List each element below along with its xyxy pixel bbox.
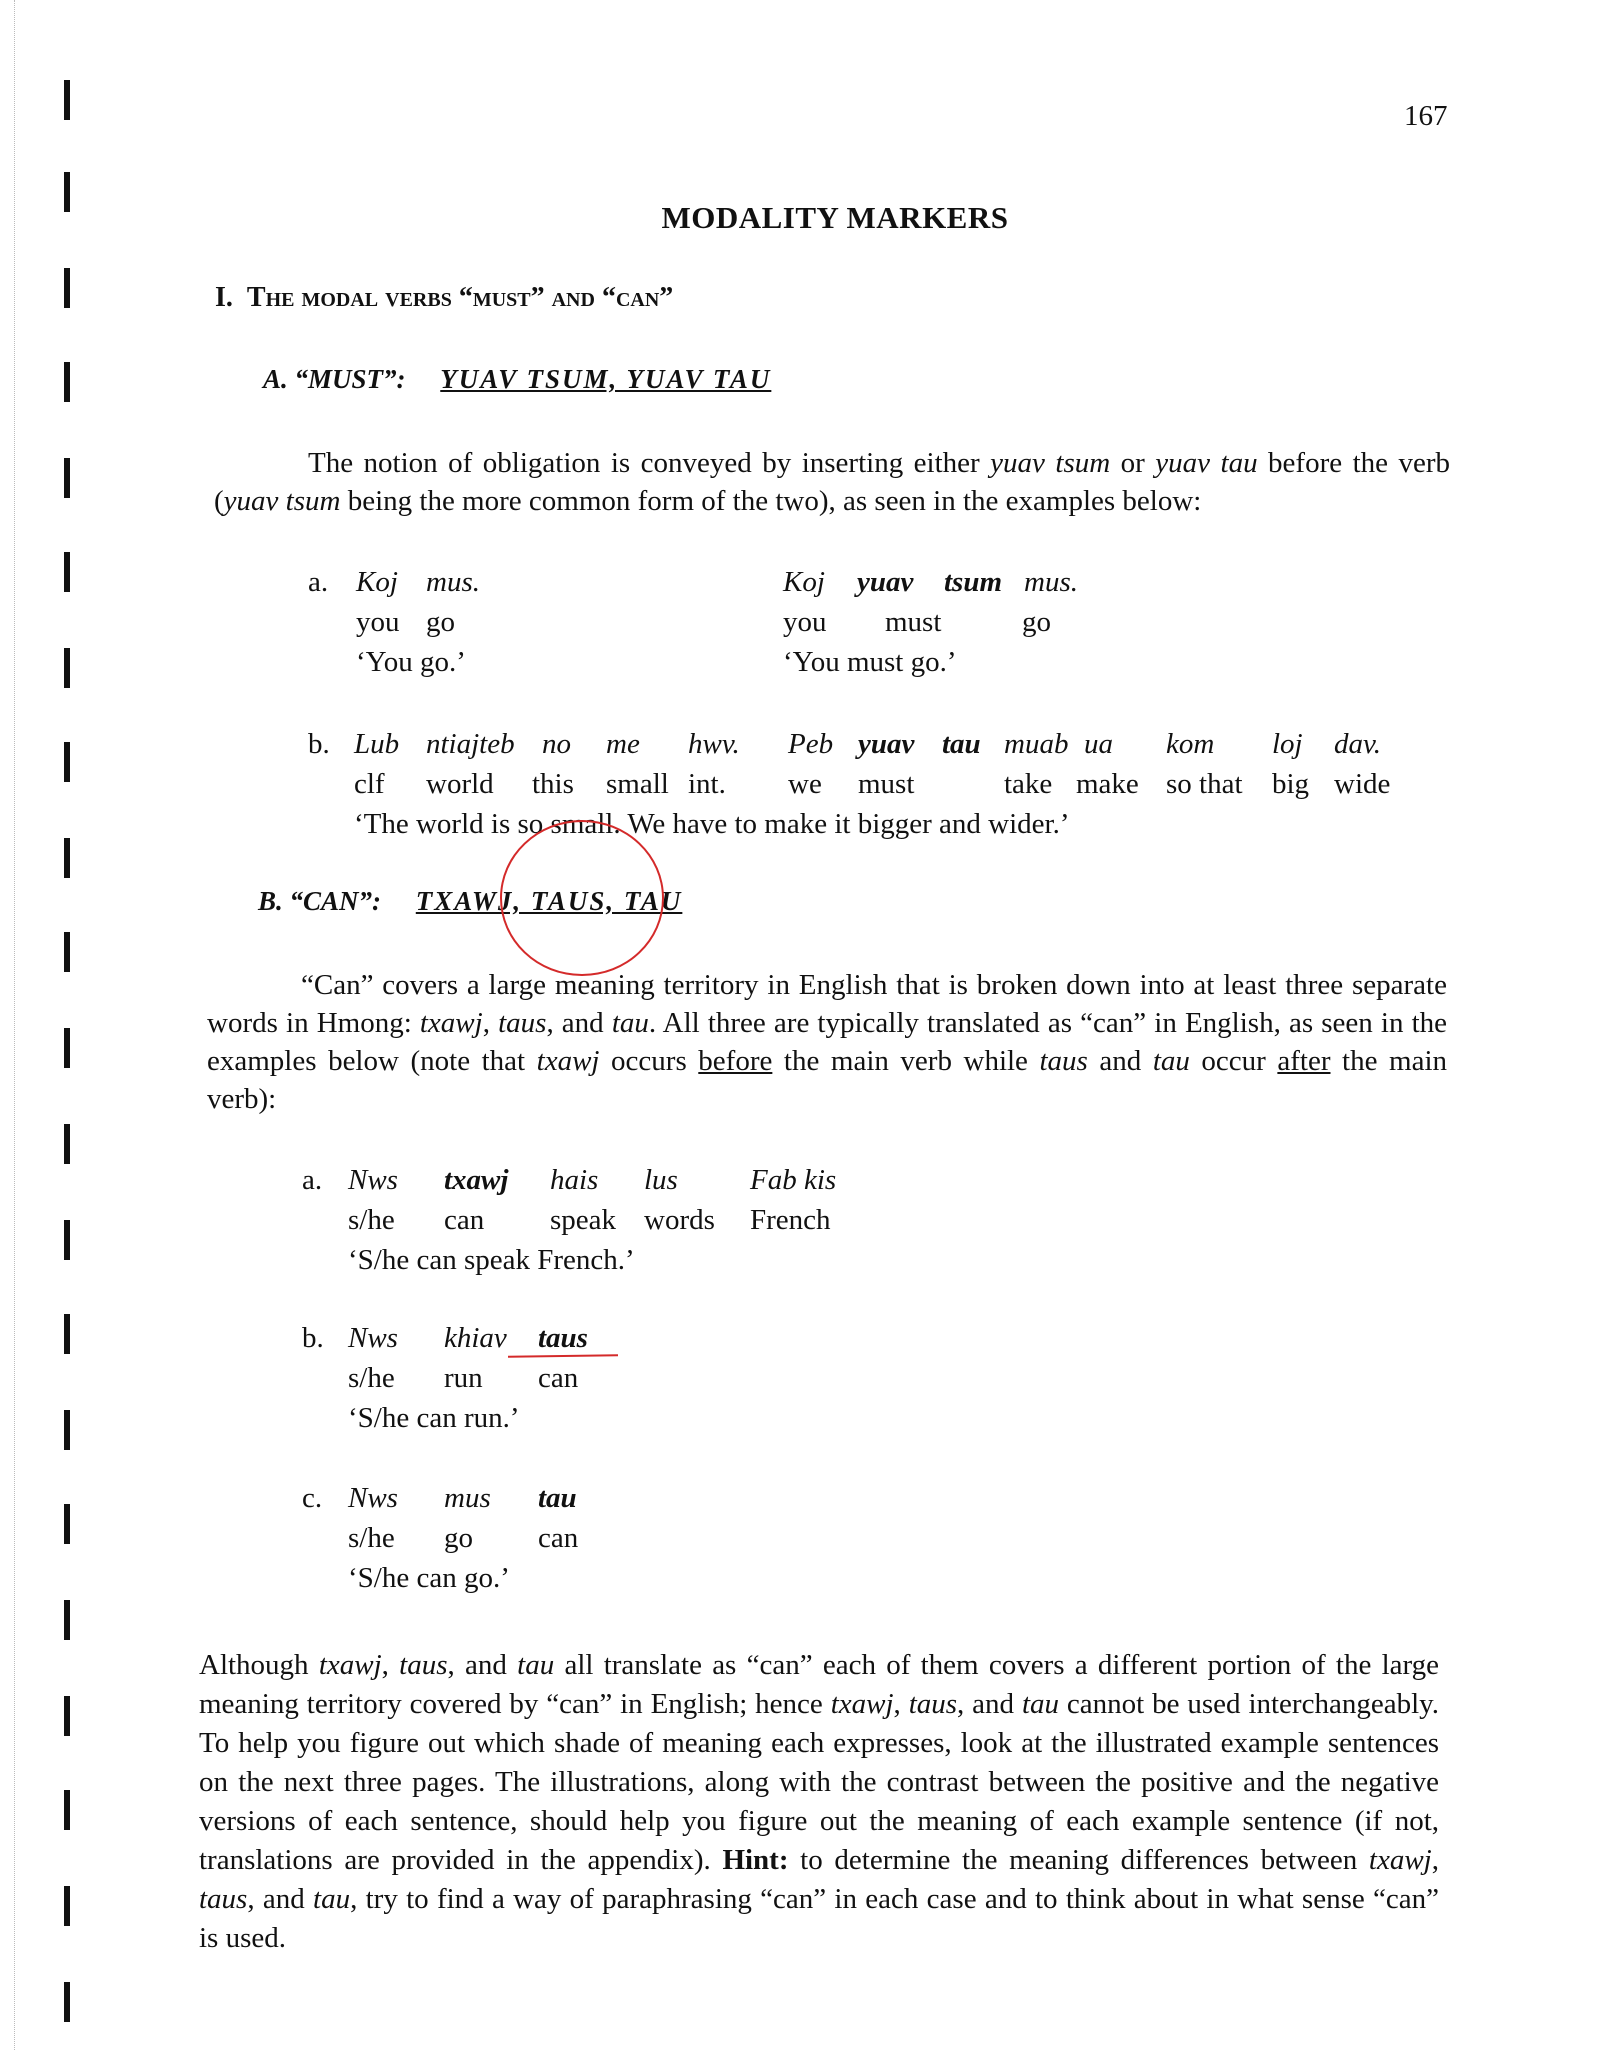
word: taus bbox=[538, 1322, 588, 1354]
binder-hole bbox=[64, 458, 70, 498]
example-can-c bbox=[302, 1478, 802, 1598]
example-left bbox=[356, 562, 480, 682]
hmong-term: tau bbox=[611, 1007, 649, 1039]
gloss: speak bbox=[550, 1204, 617, 1236]
gloss: small bbox=[606, 768, 669, 800]
gloss-line bbox=[348, 1518, 578, 1558]
text: , bbox=[482, 1007, 499, 1039]
binder-hole bbox=[64, 362, 70, 402]
underlined-word: before bbox=[698, 1045, 773, 1077]
word: muab bbox=[1004, 728, 1069, 760]
hmong-term: yuav tau bbox=[1155, 447, 1258, 479]
gloss: int. bbox=[688, 768, 726, 800]
hmong-line bbox=[348, 1478, 578, 1518]
gloss: s/he bbox=[348, 1204, 395, 1236]
gloss: s/he bbox=[348, 1362, 395, 1394]
text: all translate as “can” each of them covers a different portion of the large meaning territory covered by “can” in English; hence bbox=[199, 1649, 1440, 1720]
text: and bbox=[1087, 1045, 1153, 1077]
gloss: can bbox=[444, 1204, 485, 1236]
page-number: 167 bbox=[1404, 100, 1448, 132]
gloss: s/he bbox=[348, 1522, 395, 1554]
word: lus bbox=[644, 1164, 678, 1196]
example-can-b bbox=[302, 1318, 802, 1438]
text: occurs bbox=[599, 1045, 699, 1077]
text: . All three are typically translated as “can” in English, as seen in the examples below (note that bbox=[207, 1007, 1447, 1077]
word: ua bbox=[1084, 728, 1113, 760]
paragraph-final bbox=[199, 1646, 1439, 1958]
subheading-label: B. “CAN”: bbox=[258, 886, 382, 916]
text: , bbox=[1431, 1844, 1439, 1876]
hmong-line bbox=[783, 562, 1078, 602]
text: , bbox=[893, 1688, 909, 1720]
word: mus. bbox=[1024, 566, 1078, 598]
word: Koj bbox=[356, 566, 398, 598]
text: , and bbox=[957, 1688, 1022, 1720]
gloss: make bbox=[1076, 768, 1139, 800]
example-body bbox=[348, 1478, 578, 1598]
gloss-line bbox=[783, 602, 1078, 642]
word: Lub bbox=[354, 728, 400, 760]
text: to determine the meaning differences between bbox=[788, 1844, 1369, 1876]
gloss-line bbox=[354, 764, 1390, 804]
translation: ‘S/he can run.’ bbox=[348, 1402, 520, 1434]
gloss: French bbox=[750, 1204, 831, 1236]
binder-hole bbox=[64, 742, 70, 782]
section-numeral: I. bbox=[215, 282, 233, 313]
gloss: wide bbox=[1334, 768, 1391, 800]
text: the main verb while bbox=[772, 1045, 1040, 1077]
word: kom bbox=[1166, 728, 1215, 760]
binder-hole bbox=[64, 1504, 70, 1544]
word: khiav bbox=[444, 1322, 507, 1354]
word: Koj bbox=[783, 566, 825, 598]
hmong-term: txawj bbox=[1368, 1844, 1432, 1876]
text: , and bbox=[546, 1007, 612, 1039]
underlined-word: after bbox=[1277, 1045, 1331, 1077]
example-body bbox=[348, 1160, 836, 1280]
hmong-term: taus bbox=[1039, 1045, 1088, 1077]
gloss: words bbox=[644, 1204, 715, 1236]
example-label: b. bbox=[302, 1322, 324, 1354]
hmong-term: tau bbox=[517, 1649, 555, 1681]
text: being the more common form of the two), as seen in the examples below: bbox=[340, 485, 1202, 517]
word: tau bbox=[942, 728, 981, 760]
translation: ‘The world is so small. We have to make it bigger and wider.’ bbox=[354, 808, 1070, 840]
hmong-line bbox=[356, 562, 480, 602]
translation: ‘S/he can go.’ bbox=[348, 1562, 510, 1594]
binder-hole bbox=[64, 1410, 70, 1450]
example-can-a bbox=[302, 1160, 1002, 1280]
text: before the verb ( bbox=[214, 447, 1451, 517]
subheading-must bbox=[263, 364, 771, 395]
gloss: take bbox=[1004, 768, 1053, 800]
binder-hole bbox=[64, 1696, 70, 1736]
translation: ‘S/he can speak French.’ bbox=[348, 1244, 635, 1276]
binder-hole bbox=[64, 838, 70, 878]
hmong-term: txawj bbox=[830, 1688, 894, 1720]
word: Nws bbox=[348, 1164, 398, 1196]
binding-edge bbox=[0, 0, 15, 2050]
page-title: MODALITY MARKERS bbox=[661, 200, 1009, 235]
binder-hole bbox=[64, 1600, 70, 1640]
example-must-a bbox=[308, 562, 1208, 682]
word: Nws bbox=[348, 1482, 398, 1514]
hmong-term: tau bbox=[313, 1883, 351, 1915]
binder-hole bbox=[64, 1790, 70, 1830]
section-heading bbox=[215, 282, 673, 314]
word: dav. bbox=[1334, 728, 1381, 760]
word: no bbox=[542, 728, 571, 760]
binder-hole bbox=[64, 648, 70, 688]
example-body bbox=[354, 724, 1390, 844]
paragraph-can bbox=[207, 966, 1447, 1118]
binder-hole bbox=[64, 1028, 70, 1068]
word: yuav bbox=[858, 728, 915, 760]
binder-hole bbox=[64, 932, 70, 972]
hmong-term: taus bbox=[399, 1649, 448, 1681]
text: , and bbox=[247, 1883, 314, 1915]
example-label: a. bbox=[302, 1164, 323, 1196]
hmong-term: txawj bbox=[536, 1045, 600, 1077]
gloss: go bbox=[1022, 606, 1051, 638]
paragraph-must bbox=[214, 444, 1450, 520]
word: tsum bbox=[944, 566, 1003, 598]
gloss: must bbox=[858, 768, 915, 800]
gloss-line bbox=[356, 602, 480, 642]
gloss: you bbox=[356, 606, 400, 638]
text: or bbox=[1110, 447, 1156, 479]
text: , and bbox=[447, 1649, 518, 1681]
hmong-term: txawj bbox=[419, 1007, 483, 1039]
example-right bbox=[783, 562, 1078, 682]
gloss: go bbox=[426, 606, 455, 638]
binder-hole bbox=[64, 1982, 70, 2022]
word: hwv. bbox=[688, 728, 740, 760]
hmong-line bbox=[348, 1318, 588, 1358]
example-label: b. bbox=[308, 728, 330, 760]
gloss: clf bbox=[354, 768, 385, 800]
hmong-term: taus bbox=[908, 1688, 958, 1720]
subheading-label: A. “MUST”: bbox=[263, 364, 406, 394]
binder-hole bbox=[64, 1314, 70, 1354]
binder-hole bbox=[64, 552, 70, 592]
gloss: can bbox=[538, 1522, 579, 1554]
hmong-term: tau bbox=[1021, 1688, 1060, 1720]
example-must-b bbox=[308, 724, 1408, 844]
binder-hole bbox=[64, 1124, 70, 1164]
example-label: a. bbox=[308, 566, 329, 598]
translation: ‘You go.’ bbox=[356, 646, 466, 678]
subheading-forms: YUAV TSUM, YUAV TAU bbox=[440, 364, 772, 394]
hmong-line bbox=[348, 1160, 836, 1200]
text: , try to find a way of paraphrasing “can” in each case and to think about in what sense “can” is used. bbox=[199, 1883, 1439, 1954]
text: cannot be used interchangeably. To help you figure out which shade of meaning each expresses, look at the illustrated example sentences on the next three pages. The illustrations, along with the contrast between the positive and the negative versions of each sentence, should help you figure out the meaning of each example sentence (if not, translations are provided in the appendix). bbox=[199, 1688, 1439, 1876]
gloss: you bbox=[783, 606, 827, 638]
translation: ‘You must go.’ bbox=[783, 646, 957, 678]
text: the main verb): bbox=[207, 1045, 1448, 1115]
section-title: The modal verbs “must” and “can” bbox=[246, 282, 674, 313]
word: ntiajteb bbox=[426, 728, 515, 760]
gloss: big bbox=[1272, 768, 1310, 800]
word: me bbox=[606, 728, 640, 760]
binder-hole bbox=[64, 80, 70, 120]
example-body bbox=[348, 1318, 588, 1438]
gloss: so that bbox=[1166, 768, 1243, 800]
hmong-term: taus bbox=[199, 1883, 248, 1915]
hmong-term: tau bbox=[1152, 1045, 1190, 1077]
red-circle-annotation bbox=[500, 820, 664, 976]
word: loj bbox=[1272, 728, 1303, 760]
gloss: must bbox=[885, 606, 942, 638]
hint-label: Hint: bbox=[722, 1844, 789, 1876]
text: occur bbox=[1189, 1045, 1278, 1077]
example-label: c. bbox=[302, 1482, 323, 1514]
binder-hole bbox=[64, 268, 70, 308]
word: hais bbox=[550, 1164, 599, 1196]
gloss-line bbox=[348, 1200, 836, 1240]
text: , bbox=[381, 1649, 400, 1681]
word: mus. bbox=[426, 566, 480, 598]
gloss: run bbox=[444, 1362, 483, 1394]
gloss: go bbox=[444, 1522, 473, 1554]
text: Although bbox=[199, 1649, 319, 1681]
gloss: can bbox=[538, 1362, 579, 1394]
word: tau bbox=[538, 1482, 577, 1514]
binder-hole bbox=[64, 1886, 70, 1926]
binder-hole bbox=[64, 1220, 70, 1260]
word: mus bbox=[444, 1482, 491, 1514]
hmong-term: yuav tsum bbox=[223, 485, 341, 517]
hmong-term: yuav tsum bbox=[990, 447, 1111, 479]
text: The notion of obligation is conveyed by inserting either bbox=[308, 447, 991, 479]
word: Peb bbox=[788, 728, 834, 760]
word: yuav bbox=[857, 566, 914, 598]
word: Fab kis bbox=[750, 1164, 837, 1196]
word: txawj bbox=[444, 1164, 509, 1196]
word: Nws bbox=[348, 1322, 398, 1354]
hmong-term: txawj bbox=[318, 1649, 382, 1681]
hmong-line bbox=[354, 724, 1390, 764]
hmong-term: taus bbox=[498, 1007, 547, 1039]
gloss: we bbox=[788, 768, 822, 800]
subheading-forms: TXAWJ, TAUS, TAU bbox=[415, 886, 683, 916]
gloss-line bbox=[348, 1358, 588, 1398]
text: “Can” covers a large meaning territory in English that is broken down into at least three separate words in Hmong: bbox=[207, 969, 1447, 1039]
gloss: this bbox=[532, 768, 574, 800]
gloss: world bbox=[426, 768, 494, 800]
